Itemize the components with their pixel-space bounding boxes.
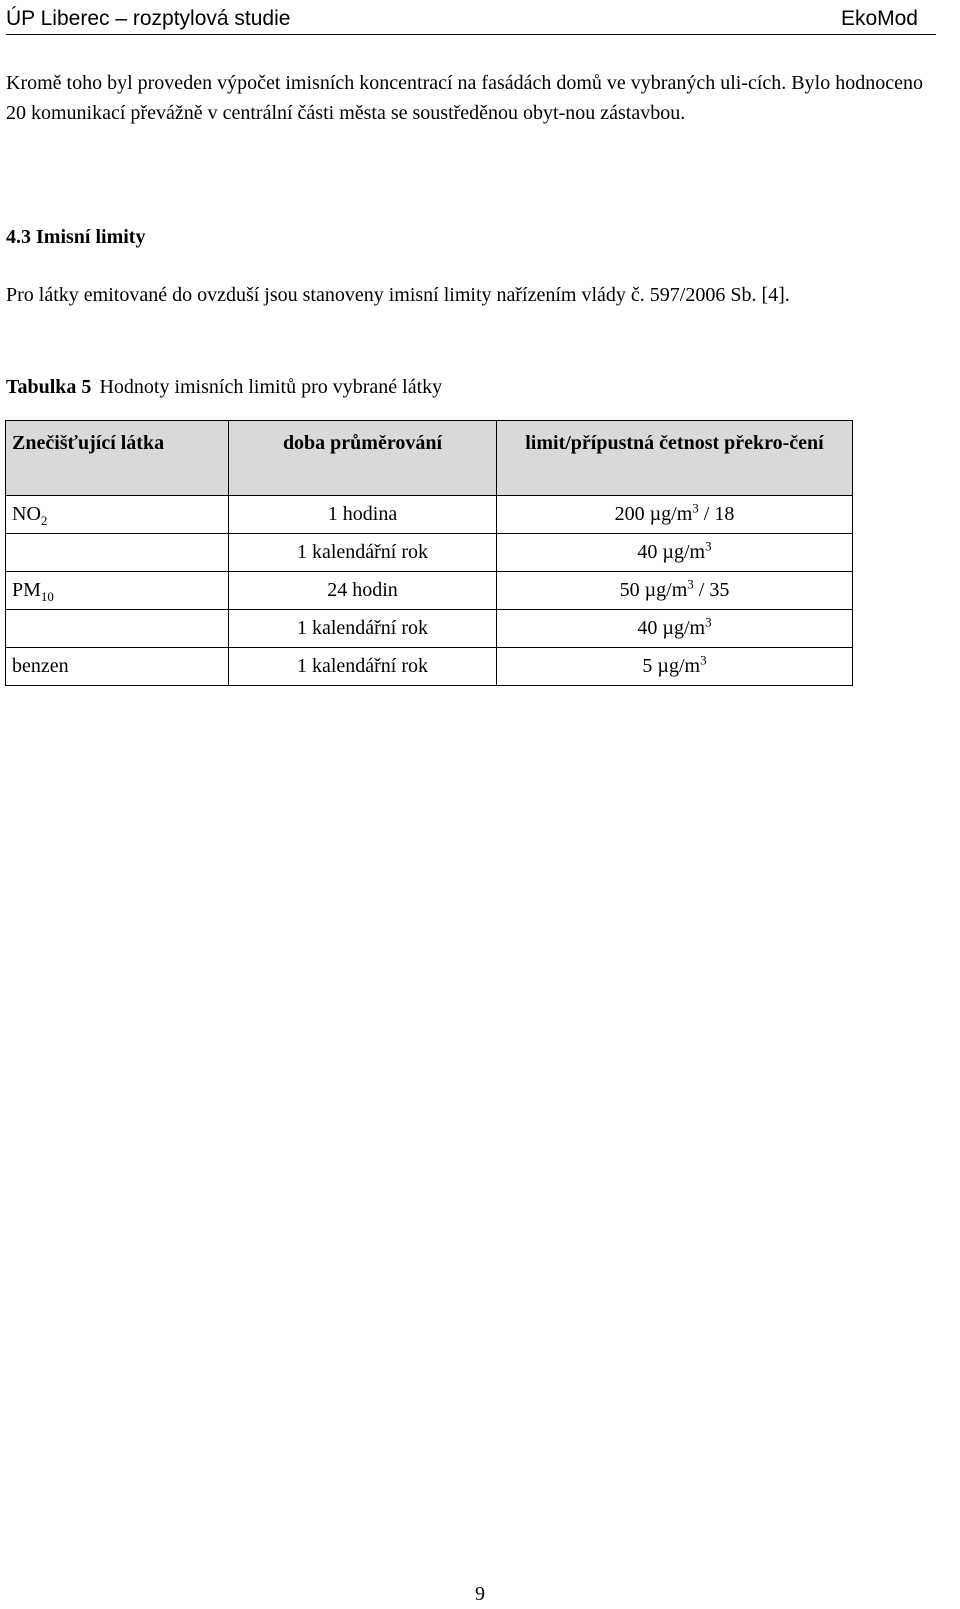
limit-value: 40 µg/m <box>637 541 706 563</box>
substance-name: benzen <box>12 655 69 677</box>
cell-limit <box>497 648 853 686</box>
substance-name: NO <box>12 503 41 525</box>
table-row <box>6 610 853 648</box>
header-limit: limit/přípustná četnost překro-čení <box>497 421 853 496</box>
cell-limit <box>497 610 853 648</box>
table-header-row <box>6 421 853 496</box>
table-row <box>6 572 853 610</box>
cell-period: 1 hodina <box>229 496 497 534</box>
cell-substance <box>6 648 229 686</box>
emission-limits-table <box>5 420 853 686</box>
header-averaging-period: doba průměrování <box>229 421 497 496</box>
intro-paragraph: Kromě toho byl proveden výpočet imisních koncentrací na fasádách domů ve vybraných uli-cích. Bylo hodnoceno 20 komunikací převážně v centrální části města se soustředěnou obyt-nou zástavbou. <box>6 72 923 124</box>
limit-exceedance: / 18 <box>698 503 735 525</box>
limit-value: 200 µg/m <box>614 503 693 525</box>
header-company: EkoMod <box>840 7 918 30</box>
limit-superscript: 3 <box>705 538 712 554</box>
header-substance: Znečišťující látka <box>6 421 229 496</box>
limit-exceedance: / 35 <box>693 579 730 601</box>
page-number: 9 <box>475 1583 485 1605</box>
cell-substance <box>6 496 229 534</box>
cell-limit <box>497 496 853 534</box>
cell-period: 1 kalendářní rok <box>229 534 497 572</box>
table-caption <box>6 376 442 399</box>
header-title: ÚP Liberec – rozptylová studie <box>6 7 291 30</box>
page-header <box>6 4 936 35</box>
limits-paragraph: Pro látky emitované do ovzduší jsou stanoveny imisní limity nařízením vlády č. 597/2006 Sb. [4]. <box>6 284 790 306</box>
cell-limit <box>497 534 853 572</box>
limit-superscript: 3 <box>700 652 707 668</box>
cell-substance <box>6 610 229 648</box>
limit-value: 5 µg/m <box>642 655 701 677</box>
limit-superscript: 3 <box>705 614 712 630</box>
cell-period: 1 kalendářní rok <box>229 648 497 686</box>
limit-value: 50 µg/m <box>619 579 688 601</box>
cell-period: 24 hodin <box>229 572 497 610</box>
limit-superscript: 3 <box>692 500 699 516</box>
table-row <box>6 648 853 686</box>
table-row <box>6 496 853 534</box>
cell-substance <box>6 534 229 572</box>
substance-subscript: 10 <box>40 589 54 604</box>
cell-period: 1 kalendářní rok <box>229 610 497 648</box>
substance-name: PM <box>12 579 41 601</box>
substance-subscript: 2 <box>40 513 48 528</box>
cell-limit <box>497 572 853 610</box>
table-caption-label: Tabulka 5 <box>6 376 92 398</box>
table-row <box>6 534 853 572</box>
limit-value: 40 µg/m <box>637 617 706 639</box>
cell-substance <box>6 572 229 610</box>
table-caption-text: Hodnoty imisních limitů pro vybrané látky <box>99 376 443 398</box>
limit-superscript: 3 <box>687 576 694 592</box>
section-heading: 4.3 Imisní limity <box>6 226 146 248</box>
